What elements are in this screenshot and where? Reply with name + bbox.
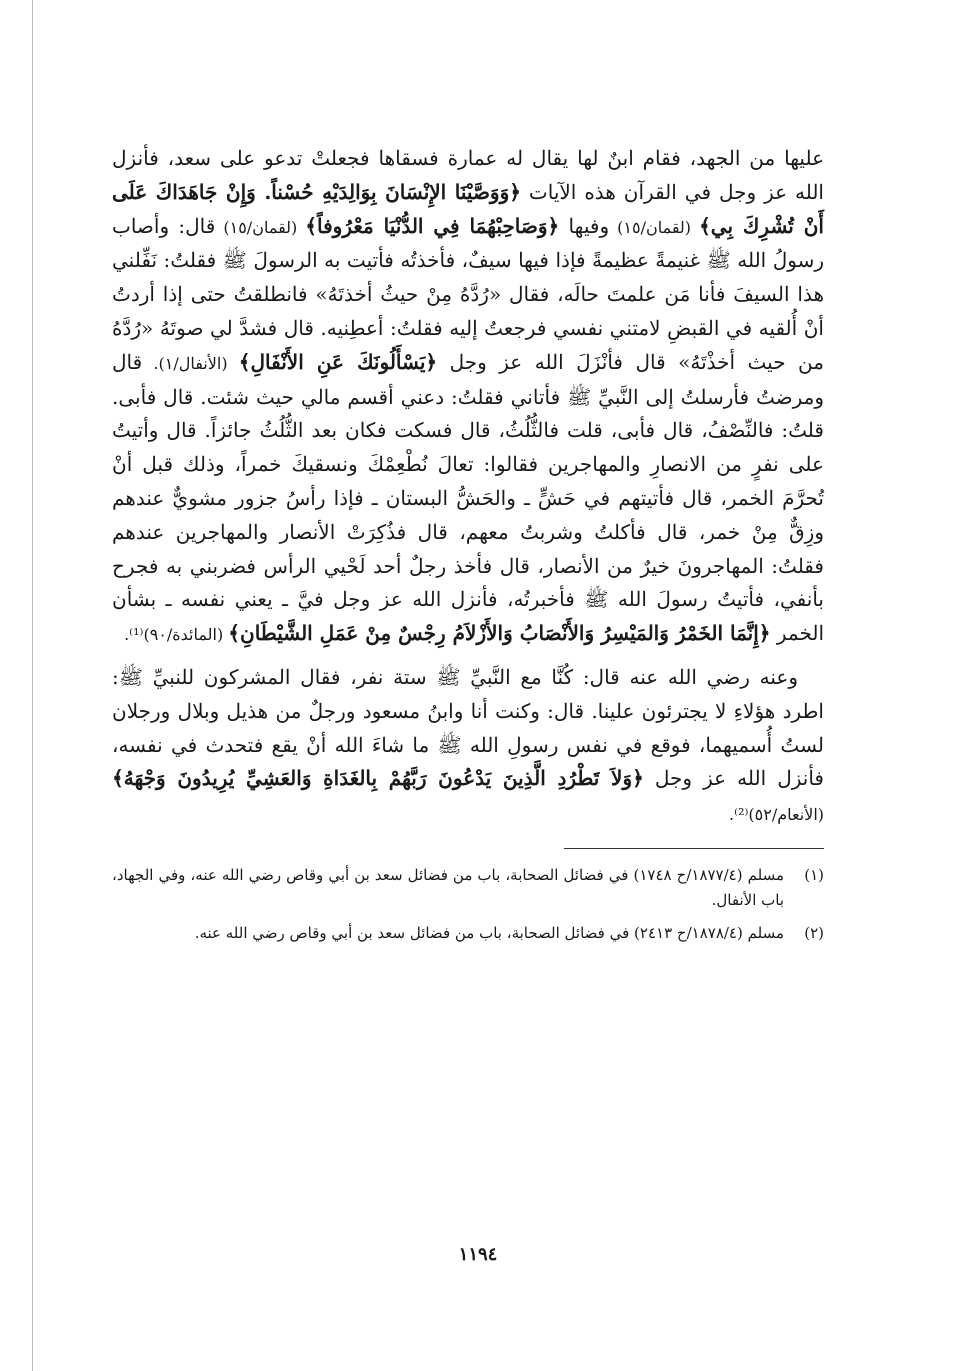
page-content [112,142,824,954]
hadith-text: قال: وأصاب رسولُ الله ﷺ غنيمةً عظيمةً فإذا فيها سيفٌ، فأخذتُه فأتيت به الرسولَ ﷺ فقلتُ: نَفِّلني هذا السيفَ فأنا مَن علمتَ حالَه، فقال «رُدَّهُ مِنْ حيثُ أخذتَهُ» فانطلقتُ حتى إذا أردتُ أنْ أُلقيه في القبضِ لامتني نفسي فرجعتُ إليه فقلتُ: أعطِنيه. قال فشدَّ لي صوتَهُ «رُدَّهُ من حيث أخذْتَهُ» قال فأنْزَلَ الله عز وجل [112,213,824,374]
quran-verse: ﴿يَسْأَلُونَكَ عَنِ الأَنْفَالِ﴾ [238,349,438,374]
hadith-text: وفيها [559,213,610,238]
paragraph [112,661,824,832]
footnote-separator [564,848,824,849]
page-number: ١١٩٤ [458,1244,498,1265]
scan-edge-line [32,0,33,1371]
paragraph [112,142,824,652]
footnote-number: (١) [804,865,824,884]
verse-reference: (لقمان/١٥) [215,217,306,237]
verse-reference: (المائدة/٩٠)⁽¹⁾. [124,625,229,645]
footnote-text: مسلم (١٨٧٨/٤/ح ٢٤١٣) في فضائل الصحابة، باب من فضائل سعد بن أبي وقاص رضي الله عنه. [194,923,784,942]
verse-reference: (لقمان/١٥) [609,217,700,237]
quran-verse: ﴿وَوَصَّيْنَا الإِنْسَانَ بِوَالِدَيْهِ حُسْناً. وَإِنْ جَاهَدَاكَ عَلَى أَنْ تُشْرِكَ بِي﴾ [112,179,824,238]
quran-verse: ﴿وَصَاحِبْهُمَا فِي الدُّنْيَا مَعْرُوفاً﴾ [305,213,560,238]
body-text [112,142,824,832]
footnote [112,921,824,946]
footnote-number: (٢) [804,923,824,942]
hadith-text: وعنه رضي الله عنه قال: كُنَّا مع النَّبيِّ ﷺ ستة نفر، فقال المشركون للنبيِّ ﷺ: اطرد هؤلاءِ لا يجترئون علينا. قال: وكنت أنا وابنُ مسعود ورجلٌ من هذيل وبلال ورجلان لستُ أُسميهما، فوقع في نفس رسولِ الله ﷺ ما شاءَ الله أنْ يقع فتحدث في نفسه، فأنزل الله عز وجل [112,664,824,791]
footnotes [112,863,824,946]
quran-verse: ﴿وَلاَ تَطْرُدِ الَّذِينَ يَدْعُونَ رَبَّهُمْ بِالغَدَاةِ وَالعَشِيِّ يُرِيدُونَ وَجْهَهُ﴾ [112,766,644,791]
footnote [112,863,824,913]
quran-verse: ﴿إِنَّمَا الخَمْرُ وَالمَيْسِرُ وَالأَنْصَابُ وَالأَزْلاَمُ رِجْسٌ مِنْ عَمَلِ الشَّيْطَانِ﴾ [228,621,771,646]
footnote-text: مسلم (١٨٧٧/٤/ح ١٧٤٨) في فضائل الصحابة، باب من فضائل سعد بن أبي وقاص رضي الله عنه، وفي الجهاد، باب الأنفال. [112,865,784,909]
hadith-text: قال ومرضتُ فأرسلتُ إلى النَّبيِّ ﷺ فأتاني فقلتُ: دعني أقسم مالي حيث شئت. قال فأبى. قلتُ: فالنِّصْفُ، قال فأبى، قلت فالثُّلُثُ، قال فسكت فكان بعد الثُّلُثُ جائزاً. قال وأتيتُ على نفرٍ من الانصارِ والمهاجرين فقالوا: تعالَ نُطْعِمْكَ ونسقيكَ خمراً، وذلك قبل أنْ تُحرَّمَ الخمر، قال فأتيتهم في حَشٍّ ـ والحَشُّ البستان ـ فإذا رأسُ جزور مشويٌّ عندهم وزِقٌّ مِنْ خمر، قال فأكلتُ وشربتُ معهم، قال فذُكِرَتْ الأنصار والمهاجرين عندهم فقلتُ: المهاجرونَ خيرٌ من الأنصار، قال فأخذ رجلٌ أحد لَحْيي الرأس فضربني به فجرح بأنفي، فأتيتُ رسولَ الله ﷺ فأخبرتُه، فأنزل الله عز وجل فيَّ ـ يعني نفسه ـ بشأن الخمر [112,349,824,646]
verse-reference: (الأنفال/١). [142,353,239,373]
verse-reference: (الأنعام/٥٢)⁽²⁾. [729,805,824,825]
hadith-text: عليها من الجهد، فقام ابنٌ لها يقال له عمارة فسقاها فجعلتْ تدعو على سعد، فأنزل الله عز وجل في القرآن هذه الآيات [112,146,824,204]
